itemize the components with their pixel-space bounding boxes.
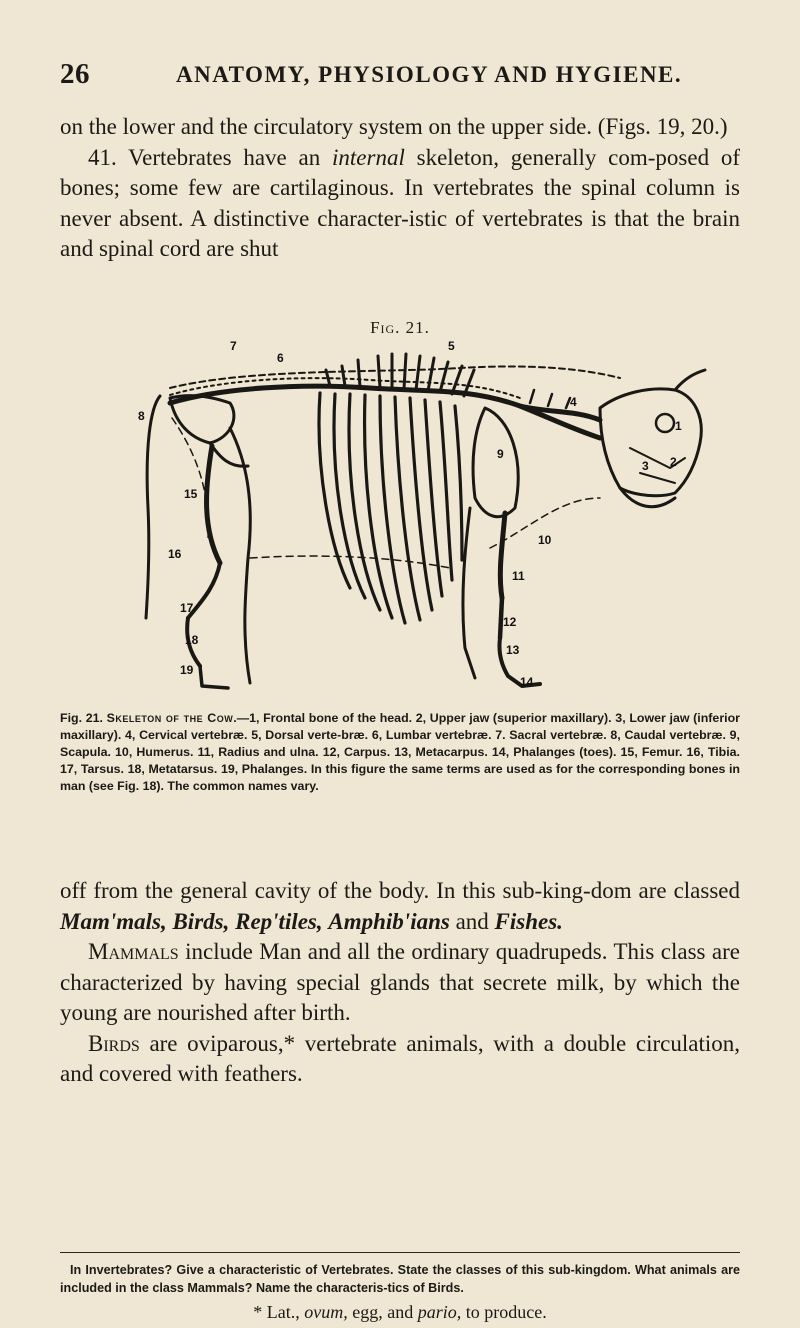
label-7: 7: [230, 339, 237, 353]
footnote: * Lat., ovum, egg, and pario, to produce.: [253, 1302, 547, 1322]
page-number: 26: [60, 58, 90, 90]
running-head: [60, 58, 760, 98]
label-4: 4: [570, 395, 577, 409]
figure-title: Fig. 21.: [370, 318, 430, 337]
label-2: 2: [670, 455, 677, 469]
label-18: 18: [185, 633, 199, 647]
label-13: 13: [506, 643, 520, 657]
caption-text: .—1, Frontal bone of the head. 2, Upper jaw (superior maxillary). 3, Lower jaw (inferior maxillary). 4, Cervical vertebræ. 5, Dorsal verte-bræ. 6, Lumbar vertebræ. 7. Sacral vertebræ. 8, Caudal vertebræ. 9, Scapula. 10, Humerus. 11, Radius and ulna. 12, Carpus. 13, Metacarpus. 14, Phalanges (toes). 15, Femur. 16, Tibia. 17, Tarsus. 18, Metatarsus. 19, Phalanges. In this figure the same terms are used as for the corresponding bones in man (see Fig. 18). The common names vary.: [60, 711, 740, 793]
review-questions: In Invertebrates? Give a characteristic of Vertebrates. State the classes of this sub-kingdom. What animals are included in the class Mammals? Name the characteris-tics of Birds.: [60, 1263, 740, 1295]
paragraph-birds: Birds are oviparous,* vertebrate animals, with a double circulation, and covered with feathers.: [60, 1030, 740, 1086]
label-3: 3: [642, 459, 649, 473]
label-10: 10: [538, 533, 552, 547]
label-16: 16: [168, 547, 182, 561]
questions-divider: [60, 1252, 740, 1253]
label-14: 14: [520, 675, 534, 689]
cow-skeleton-illustration: [130, 339, 710, 693]
paragraph-classes: off from the general cavity of the body. In this sub-king-dom are classed Mam'mals, Birds, Rep'tiles, Amphib'ians and Fishes.: [60, 878, 740, 934]
caption-figure-number: Fig. 21.: [60, 711, 103, 725]
paragraph-41: 41. Vertebrates have an internal skeleton, generally com-posed of bones; some few are cartilaginous. In vertebrates the spinal column is never absent. A distinctive character-istic of vertebrates is that the brain and spinal cord are shut: [60, 144, 740, 261]
label-8: 8: [138, 409, 145, 423]
label-11: 11: [512, 569, 525, 583]
paragraph-continuation: on the lower and the circulatory system on the upper side. (Figs. 19, 20.): [60, 114, 728, 139]
label-5: 5: [448, 339, 455, 353]
running-head-title: ANATOMY, PHYSIOLOGY AND HYGIENE.: [176, 62, 683, 87]
caption-title: Skeleton of the Cow: [106, 711, 234, 725]
label-6: 6: [277, 351, 284, 365]
paragraph-mammals: Mammals include Man and all the ordinary quadrupeds. This class are characterized by having special glands that secrete milk, by which the young are nourished after birth.: [60, 939, 740, 1025]
label-17: 17: [180, 601, 194, 615]
label-15: 15: [184, 487, 198, 501]
label-1: 1: [675, 419, 682, 433]
figure-caption: [60, 710, 740, 795]
label-9: 9: [497, 447, 504, 461]
body-text-top: [60, 112, 740, 265]
label-12: 12: [503, 615, 517, 629]
body-text-bottom: [60, 876, 740, 1090]
label-19: 19: [180, 663, 194, 677]
cow-skeleton-figure: [130, 339, 710, 693]
